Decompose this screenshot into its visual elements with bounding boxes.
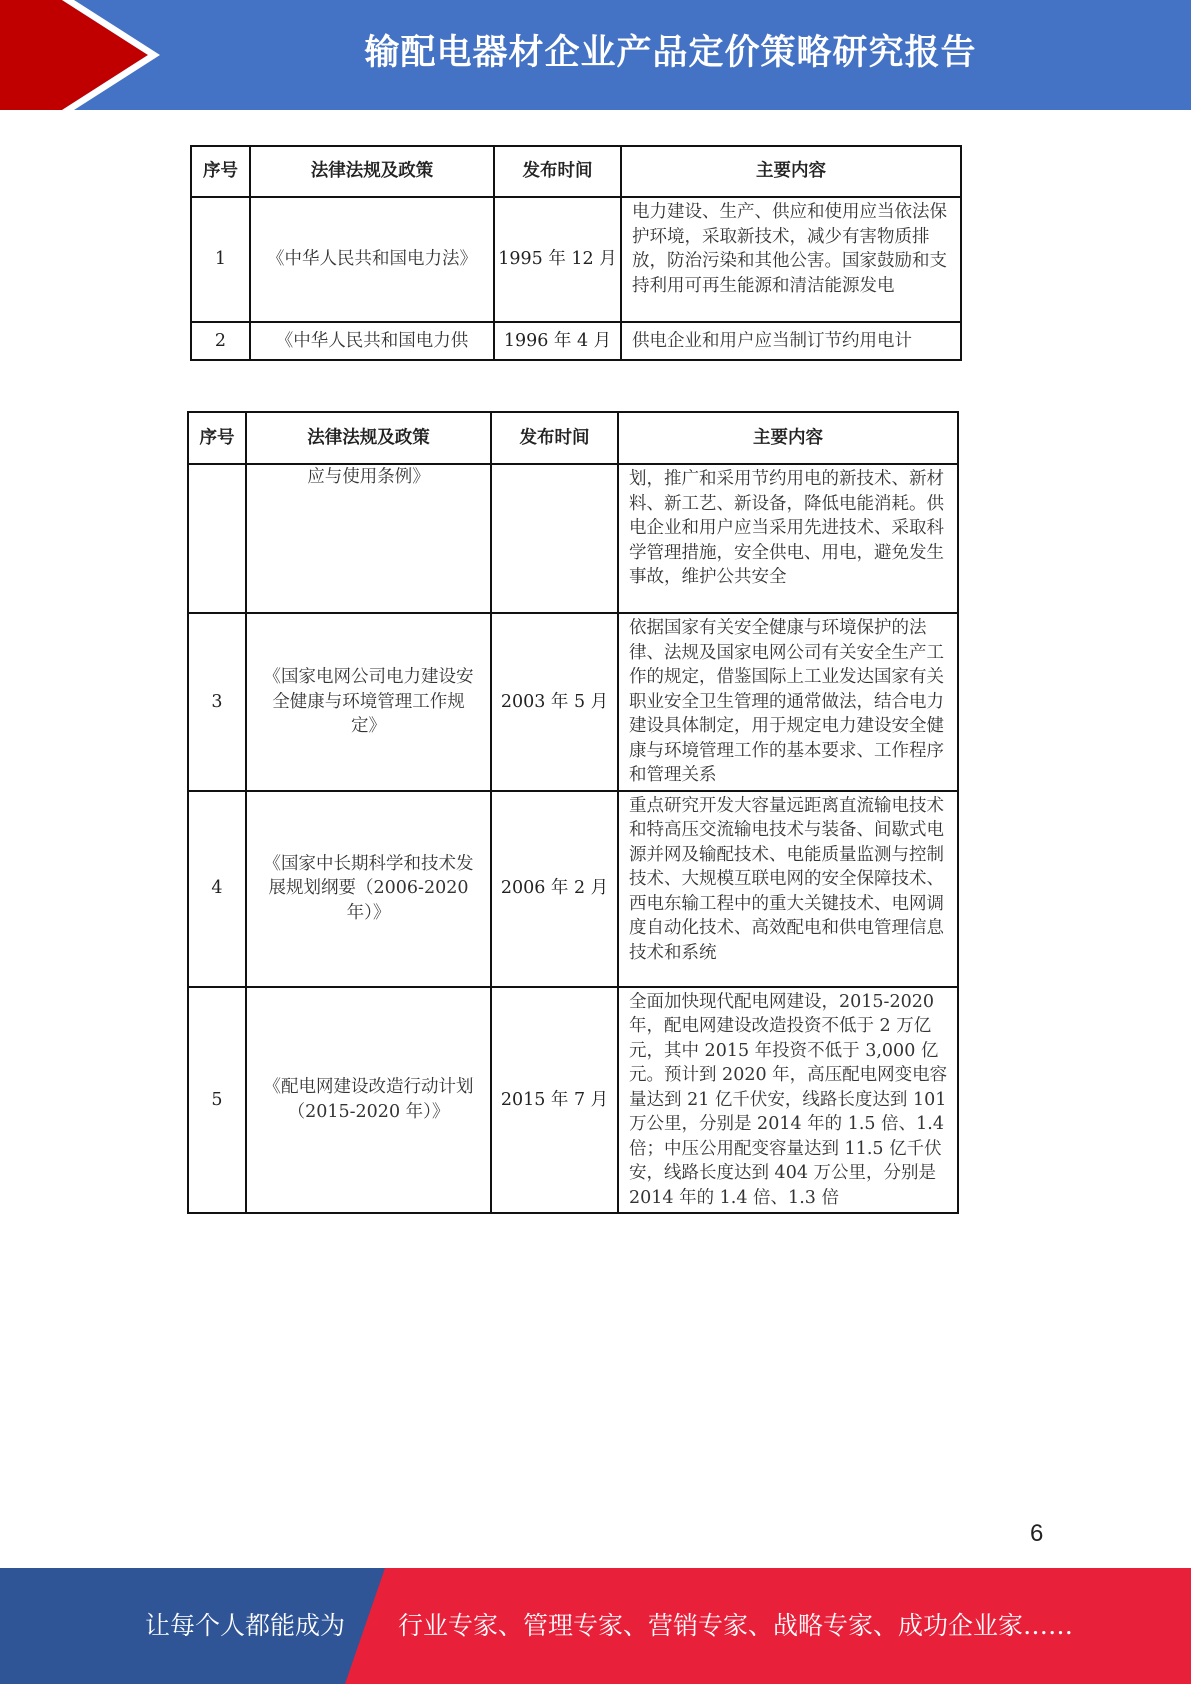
table-row xyxy=(191,197,961,322)
row-content: 依据国家有关安全健康与环境保护的法律、法规及国家电网公司有关安全生产工作的规定，借鉴国际上工业发达国家有关职业安全卫生管理的通常做法，结合电力建设具体制定，用于规定电力建设安全健康与环境管理工作的基本要求、工作程序和管理关系 xyxy=(618,613,958,791)
row-no: 1 xyxy=(191,197,250,322)
row-content: 全面加快现代配电网建设，2015-2020 年，配电网建设改造投资不低于 2 万亿元，其中 2015 年投资不低于 3,000 亿元。预计到 2020 年，高压配电网变电容量达到 21 亿千伏安，线路长度达到 101 万公里，分别是 2014 年的 1.5 倍、1.4 倍；中压公用配变容量达到 11.5 亿千伏安，线路长度达到 404 万公里，分别是 2014 年的 1.4 倍、1.3 倍 xyxy=(618,987,958,1214)
page-footer xyxy=(0,1568,1191,1684)
header-no: 序号 xyxy=(188,412,246,464)
row-law: 《国家电网公司电力建设安全健康与环境管理工作规定》 xyxy=(246,613,491,791)
row-law: 《中华人民共和国电力供 xyxy=(250,322,494,360)
table-row xyxy=(188,613,958,791)
row-date: 2006 年 2 月 xyxy=(491,791,618,987)
table-row xyxy=(188,464,958,613)
header-law: 法律法规及政策 xyxy=(250,146,494,197)
row-law: 《中华人民共和国电力法》 xyxy=(250,197,494,322)
row-law: 应与使用条例》 xyxy=(246,464,491,613)
row-date: 1996 年 4 月 xyxy=(494,322,621,360)
table-header-row xyxy=(191,146,961,197)
row-no: 2 xyxy=(191,322,250,360)
table-row xyxy=(188,791,958,987)
row-no: 4 xyxy=(188,791,246,987)
row-content: 电力建设、生产、供应和使用应当依法保护环境，采取新技术，减少有害物质排放，防治污染和其他公害。国家鼓励和支持利用可再生能源和清洁能源发电 xyxy=(621,197,961,322)
row-date: 2015 年 7 月 xyxy=(491,987,618,1214)
header-no: 序号 xyxy=(191,146,250,197)
row-no: 5 xyxy=(188,987,246,1214)
page-header xyxy=(0,0,1191,110)
header-content: 主要内容 xyxy=(618,412,958,464)
footer-slogan-right: 行业专家、管理专家、营销专家、战略专家、成功企业家…… xyxy=(398,1611,1074,1640)
row-law: 《配电网建设改造行动计划（2015-2020 年）》 xyxy=(246,987,491,1214)
row-date xyxy=(491,464,618,613)
policy-table-2 xyxy=(187,411,959,1214)
header-content: 主要内容 xyxy=(621,146,961,197)
header-date: 发布时间 xyxy=(494,146,621,197)
row-content: 供电企业和用户应当制订节约用电计 xyxy=(621,322,961,360)
table-header-row xyxy=(188,412,958,464)
row-date: 1995 年 12 月 xyxy=(494,197,621,322)
table-row xyxy=(188,987,958,1214)
report-title: 输配电器材企业产品定价策略研究报告 xyxy=(364,33,977,73)
row-law: 《国家中长期科学和技术发展规划纲要（2006-2020年）》 xyxy=(246,791,491,987)
header-law: 法律法规及政策 xyxy=(246,412,491,464)
row-date: 2003 年 5 月 xyxy=(491,613,618,791)
row-no xyxy=(188,464,246,613)
row-content: 重点研究开发大容量远距离直流输电技术和特高压交流输电技术与装备、间歇式电源并网及输配技术、电能质量监测与控制技术、大规模互联电网的安全保障技术、西电东输工程中的重大关键技术、电网调度自动化技术、高效配电和供电管理信息技术和系统 xyxy=(618,791,958,987)
table-row xyxy=(191,322,961,360)
footer-slogan-left: 让每个人都能成为 xyxy=(145,1611,346,1640)
row-no: 3 xyxy=(188,613,246,791)
header-date: 发布时间 xyxy=(491,412,618,464)
page-number: 6 xyxy=(1030,1520,1044,1547)
row-content: 划，推广和采用节约用电的新技术、新材料、新工艺、新设备，降低电能消耗。供电企业和用户应当采用先进技术、采取科学管理措施，安全供电、用电，避免发生事故，维护公共安全 xyxy=(618,464,958,613)
policy-table-1 xyxy=(190,145,962,361)
